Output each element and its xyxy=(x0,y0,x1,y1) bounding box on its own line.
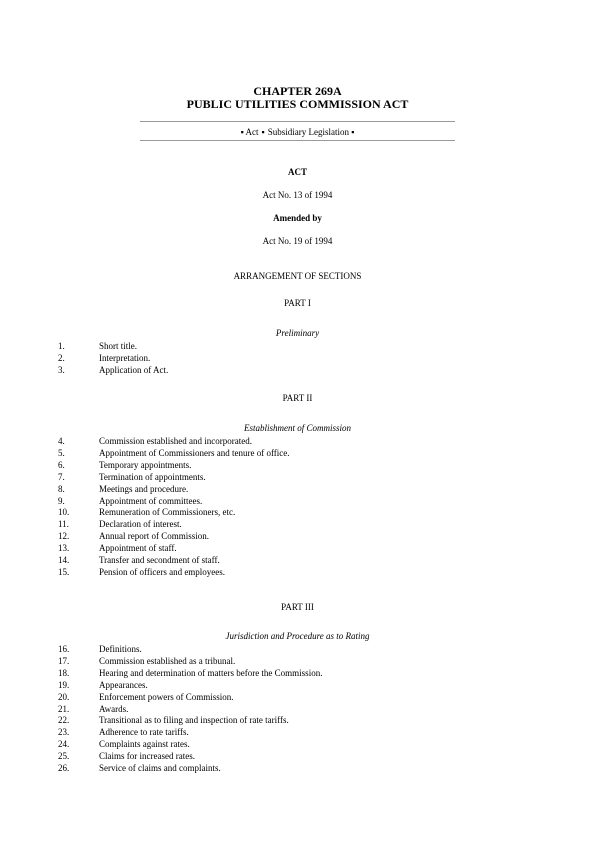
section-title[interactable]: Application of Act. xyxy=(99,364,169,375)
section-entry[interactable] xyxy=(0,543,595,554)
section-title[interactable]: Remuneration of Commissioners, etc. xyxy=(99,507,236,518)
section-title[interactable]: Commission established and incorporated. xyxy=(99,436,252,446)
section-title[interactable]: Meetings and procedure. xyxy=(99,483,189,494)
section-entry[interactable] xyxy=(0,353,595,364)
section-number: 24. xyxy=(58,739,70,750)
section-entry[interactable] xyxy=(0,436,595,447)
bullet-icon: ▪ xyxy=(261,127,265,137)
section-entry[interactable] xyxy=(0,448,595,459)
section-entry[interactable] xyxy=(0,507,595,518)
section-entry[interactable] xyxy=(0,763,595,774)
section-number: 12. xyxy=(58,531,70,542)
section-entry[interactable] xyxy=(0,567,595,578)
section-title[interactable]: Definitions. xyxy=(99,644,142,654)
section-title[interactable]: Claims for increased rates. xyxy=(99,751,195,762)
part-label: PART II xyxy=(282,393,313,403)
act-heading: ACT xyxy=(287,167,307,177)
section-number: 13. xyxy=(58,543,70,554)
chapter-number: CHAPTER 269A xyxy=(253,84,342,98)
section-number: 23. xyxy=(58,727,70,738)
section-entry[interactable] xyxy=(0,668,595,679)
section-entry[interactable] xyxy=(0,496,595,507)
section-title[interactable]: Appointment of committees. xyxy=(99,495,203,506)
section-entry[interactable] xyxy=(0,472,595,483)
subsidiary-legislation-link[interactable]: Subsidiary Legislation xyxy=(267,127,349,137)
section-number: 19. xyxy=(58,679,70,690)
part-heading: Jurisdiction and Procedure as to Rating xyxy=(225,631,370,641)
section-entry[interactable] xyxy=(0,704,595,715)
section-entry[interactable] xyxy=(0,656,595,667)
section-number: 16. xyxy=(58,644,70,654)
part-heading: Preliminary xyxy=(275,328,320,338)
act-link[interactable]: Act xyxy=(245,127,259,137)
section-entry[interactable] xyxy=(0,727,595,738)
part-label: PART I xyxy=(284,298,311,308)
bullet-icon: ▪ xyxy=(351,127,355,137)
act-title: PUBLIC UTILITIES COMMISSION ACT xyxy=(186,97,409,111)
section-title[interactable]: Enforcement powers of Commission. xyxy=(99,691,234,702)
section-number: 14. xyxy=(58,555,70,565)
section-title[interactable]: Commission established as a tribunal. xyxy=(99,655,236,666)
section-number: 6. xyxy=(58,459,65,470)
section-number: 25. xyxy=(58,751,70,762)
section-entry[interactable] xyxy=(0,751,595,762)
section-entry[interactable] xyxy=(0,341,595,352)
section-title[interactable]: Hearing and determination of matters before the Commission. xyxy=(99,667,323,678)
section-title[interactable]: Adherence to rate tariffs. xyxy=(99,727,189,738)
section-number: 15. xyxy=(58,566,70,577)
bullet-icon: ▪ xyxy=(240,127,244,137)
section-title[interactable]: Pension of officers and employees. xyxy=(99,566,226,577)
section-number: 26. xyxy=(58,763,70,773)
section-number: 21. xyxy=(58,703,70,714)
section-number: 22. xyxy=(58,715,70,726)
section-entry[interactable] xyxy=(0,644,595,655)
part-heading: Establishment of Commission xyxy=(243,423,351,433)
amended-by-heading: Amended by xyxy=(273,213,322,223)
section-title[interactable]: Temporary appointments. xyxy=(99,459,192,470)
section-number: 9. xyxy=(58,495,65,506)
top-divider xyxy=(140,121,455,122)
section-number: 17. xyxy=(58,655,70,666)
arrangement-heading: ARRANGEMENT OF SECTIONS xyxy=(233,271,362,281)
nav-links xyxy=(0,126,595,138)
section-entry[interactable] xyxy=(0,460,595,471)
section-entry[interactable] xyxy=(0,692,595,703)
section-number: 7. xyxy=(58,471,65,482)
section-entry[interactable] xyxy=(0,680,595,691)
section-entry[interactable] xyxy=(0,739,595,750)
section-number: 8. xyxy=(58,483,65,494)
section-title[interactable]: Service of claims and complaints. xyxy=(99,763,221,773)
section-title[interactable]: Appointment of staff. xyxy=(99,543,177,554)
section-title[interactable]: Appearances. xyxy=(99,679,148,690)
section-title[interactable]: Appointment of Commissioners and tenure of office. xyxy=(99,447,290,458)
section-title[interactable]: Transfer and secondment of staff. xyxy=(99,555,220,565)
bottom-divider xyxy=(140,140,455,141)
section-number: 20. xyxy=(58,691,70,702)
section-number: 5. xyxy=(58,447,65,458)
section-number: 11. xyxy=(58,519,69,530)
section-title[interactable]: Complaints against rates. xyxy=(99,739,190,750)
section-title[interactable]: Transitional as to filing and inspection of rate tariffs. xyxy=(99,715,289,726)
section-title[interactable]: Termination of appointments. xyxy=(99,471,206,482)
section-number: 1. xyxy=(58,341,65,351)
section-entry[interactable] xyxy=(0,555,595,566)
section-number: 2. xyxy=(58,352,65,363)
part-label: PART III xyxy=(281,602,314,612)
section-entry[interactable] xyxy=(0,715,595,726)
section-title[interactable]: Awards. xyxy=(99,703,129,714)
section-entry[interactable] xyxy=(0,484,595,495)
section-entry[interactable] xyxy=(0,531,595,542)
section-title[interactable]: Declaration of interest. xyxy=(99,519,182,530)
section-number: 18. xyxy=(58,667,70,678)
section-number: 4. xyxy=(58,436,65,446)
section-title[interactable]: Short title. xyxy=(99,341,137,351)
section-title[interactable]: Interpretation. xyxy=(99,352,151,363)
section-number: 10. xyxy=(58,507,70,518)
section-number: 3. xyxy=(58,364,65,375)
amending-act: Act No. 19 of 1994 xyxy=(262,236,333,246)
section-entry[interactable] xyxy=(0,365,595,376)
section-entry[interactable] xyxy=(0,519,595,530)
section-title[interactable]: Annual report of Commission. xyxy=(99,531,209,542)
act-number: Act No. 13 of 1994 xyxy=(262,190,333,200)
